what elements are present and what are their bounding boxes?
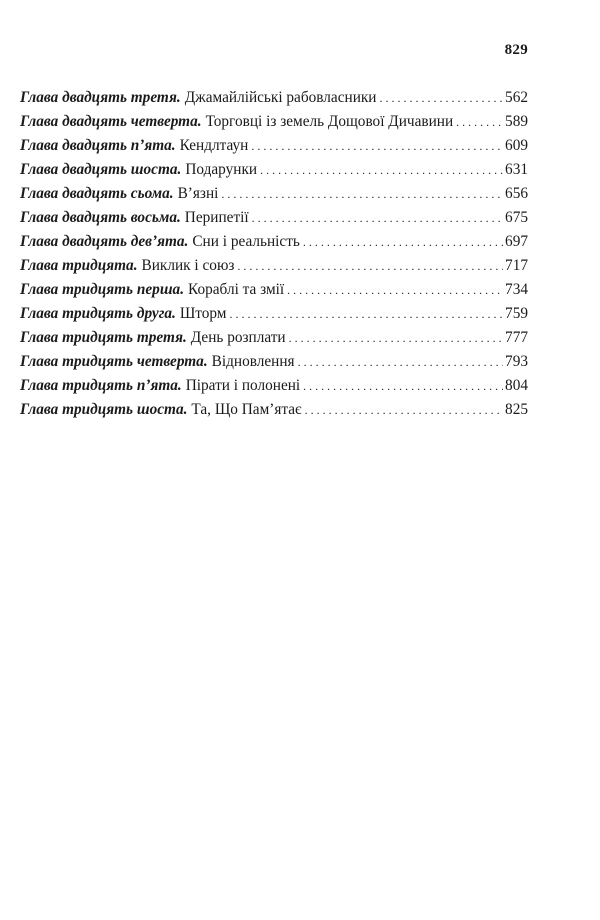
dot-leader [234, 259, 503, 274]
chapter-number: Глава тридцять перша. [20, 281, 185, 298]
toc-entry[interactable] [20, 305, 528, 329]
toc-entry[interactable] [20, 281, 528, 305]
chapter-title: Пірати і полонені [185, 377, 301, 394]
chapter-number: Глава тридцять четверта. [20, 353, 208, 370]
toc-entry[interactable] [20, 209, 528, 233]
dot-leader [248, 139, 503, 154]
dot-leader [249, 211, 503, 226]
chapter-page: 675 [505, 209, 528, 226]
chapter-title: Торговці із земель Дощової Дичавини [205, 113, 454, 130]
chapter-number: Глава тридцять третя. [20, 329, 187, 346]
toc-entry[interactable] [20, 353, 528, 377]
chapter-title: Шторм [179, 305, 227, 322]
chapter-title: Кораблі та змії [188, 281, 285, 298]
toc-entry[interactable] [20, 233, 528, 257]
chapter-number: Глава двадцять п’ята. [20, 137, 176, 154]
chapter-number: Глава двадцять третя. [20, 89, 181, 106]
toc-entry[interactable] [20, 401, 528, 425]
chapter-page: 793 [505, 353, 528, 370]
dot-leader [300, 235, 503, 250]
chapter-number: Глава тридцять п’ята. [20, 377, 182, 394]
chapter-title: Кендлтаун [179, 137, 249, 154]
chapter-title: Перипетії [184, 209, 249, 226]
chapter-title: В’язні [177, 185, 219, 202]
chapter-title: Подарунки [185, 161, 258, 178]
chapter-title: Відновлення [211, 353, 295, 370]
chapter-title: Виклик і союз [141, 257, 235, 274]
chapter-page: 717 [505, 257, 528, 274]
chapter-page: 759 [505, 305, 528, 322]
chapter-number: Глава тридцять шоста. [20, 401, 188, 418]
chapter-page: 697 [505, 233, 528, 250]
dot-leader [295, 355, 503, 370]
chapter-title: Джамайлійські рабовласники [184, 89, 377, 106]
toc-entry[interactable] [20, 257, 528, 281]
dot-leader [257, 163, 503, 178]
toc-entry[interactable] [20, 377, 528, 401]
dot-leader [227, 307, 504, 322]
toc-entry[interactable] [20, 113, 528, 137]
chapter-page: 656 [505, 185, 528, 202]
toc-entry[interactable] [20, 89, 528, 113]
toc-entry[interactable] [20, 137, 528, 161]
dot-leader [218, 187, 503, 202]
chapter-number: Глава двадцять шоста. [20, 161, 182, 178]
table-of-contents [20, 89, 528, 425]
chapter-page: 734 [505, 281, 528, 298]
dot-leader [302, 403, 503, 418]
chapter-page: 825 [505, 401, 528, 418]
chapter-number: Глава двадцять восьма. [20, 209, 181, 226]
dot-leader [284, 283, 503, 298]
chapter-title: Сни і реальність [192, 233, 300, 250]
chapter-page: 804 [505, 377, 528, 394]
toc-entry[interactable] [20, 185, 528, 209]
dot-leader [286, 331, 503, 346]
chapter-number: Глава двадцять дев’ята. [20, 233, 189, 250]
chapter-page: 631 [505, 161, 528, 178]
chapter-title: Та, Що Пам’ятає [191, 401, 302, 418]
chapter-number: Глава тридцять друга. [20, 305, 176, 322]
dot-leader [453, 115, 503, 130]
chapter-number: Глава двадцять сьома. [20, 185, 174, 202]
dot-leader [377, 91, 504, 106]
chapter-number: Глава тридцята. [20, 257, 138, 274]
chapter-page: 609 [505, 137, 528, 154]
chapter-page: 562 [505, 89, 528, 106]
page-number: 829 [504, 42, 528, 58]
toc-entry[interactable] [20, 329, 528, 353]
toc-entry[interactable] [20, 161, 528, 185]
chapter-page: 589 [505, 113, 528, 130]
chapter-number: Глава двадцять четверта. [20, 113, 202, 130]
chapter-page: 777 [505, 329, 528, 346]
chapter-title: День розплати [190, 329, 286, 346]
dot-leader [300, 379, 503, 394]
